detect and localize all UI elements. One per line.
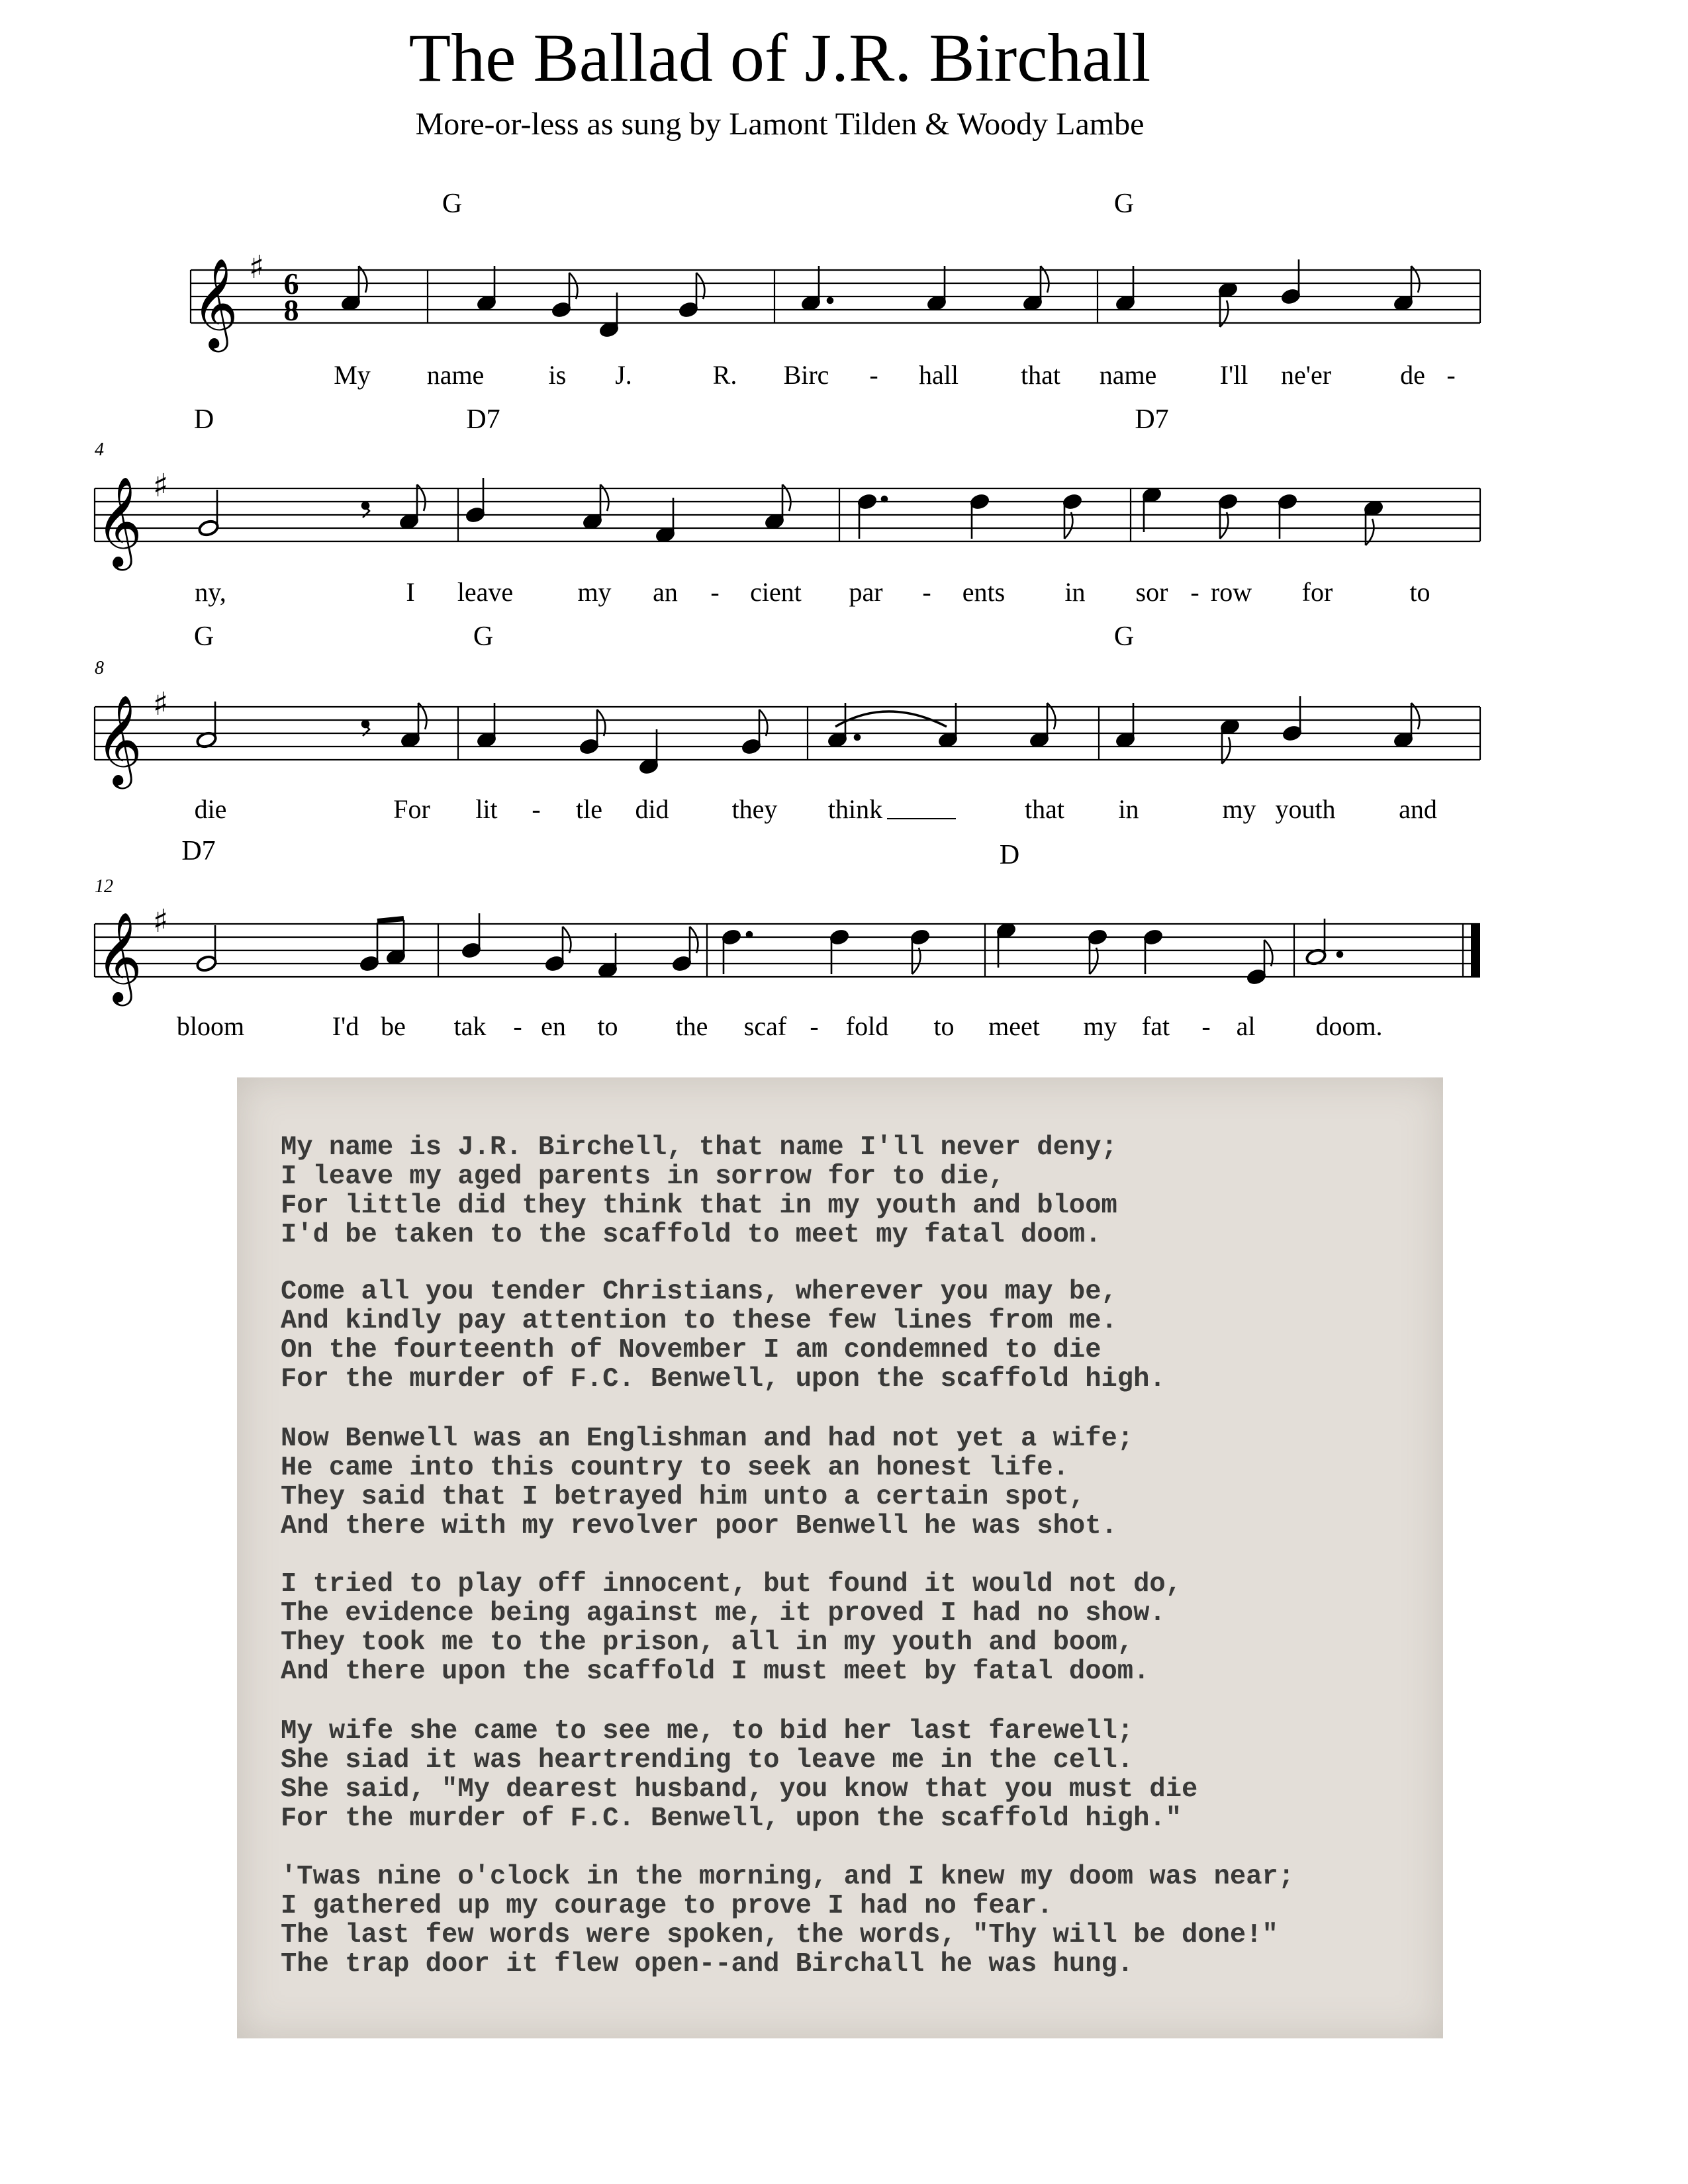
- lyric-syllable: J.: [615, 360, 632, 390]
- treble-clef-icon: 𝄞: [96, 475, 142, 567]
- lyric-line: She said, "My dearest husband, you know that you must die: [281, 1774, 1198, 1805]
- measure-number: 8: [95, 658, 104, 678]
- lyric-syllable: tle: [576, 794, 602, 824]
- lyric-syllable: name: [1099, 360, 1157, 390]
- svg-text:♯: ♯: [249, 249, 265, 286]
- staff-system-2: [0, 467, 1688, 602]
- lyric-syllable: bloom: [176, 1011, 245, 1041]
- chord-symbol: G: [1113, 621, 1135, 652]
- lyric-syllable: for: [1301, 577, 1333, 607]
- lyric-syllable: my: [1222, 794, 1256, 824]
- lyric-syllable: ne'er: [1280, 360, 1332, 390]
- chord-symbol: D7: [181, 836, 216, 866]
- lyric-syllable: ents: [962, 577, 1006, 607]
- lyric-line: He came into this country to seek an honest life.: [281, 1453, 1069, 1483]
- song-title: The Ballad of J.R. Birchall: [408, 20, 1151, 96]
- lyric-syllable: an: [653, 577, 678, 607]
- lyric-line: 'Twas nine o'clock in the morning, and I knew my doom was near;: [281, 1862, 1295, 1892]
- chord-symbol: G: [1113, 189, 1135, 219]
- treble-clef-icon: 𝄞: [96, 911, 142, 1002]
- svg-text:♯: ♯: [153, 467, 169, 504]
- lyric-syllable: in: [1064, 577, 1086, 607]
- lyric-line: I'd be taken to the scaffold to meet my fatal doom.: [281, 1220, 1102, 1250]
- lyric-hyphen: -: [869, 360, 878, 390]
- chord-symbol: G: [442, 189, 463, 219]
- lyric-line: My name is J.R. Birchell, that name I'll never deny;: [281, 1132, 1117, 1163]
- typewritten-lyrics-sheet: [237, 1077, 1443, 2038]
- stanza-5: [281, 1717, 1197, 1833]
- lyric-hyphen: -: [1446, 360, 1456, 390]
- lyric-line: The evidence being against me, it proved I had no show.: [281, 1598, 1166, 1629]
- lyric-syllable: they: [731, 794, 778, 824]
- lyric-syllable: meet: [988, 1011, 1040, 1041]
- lyric-syllable: sor: [1135, 577, 1168, 607]
- lyric-syllable: I'd: [332, 1011, 359, 1041]
- lyric-syllable: in: [1118, 794, 1139, 824]
- lyric-syllable: to: [597, 1011, 618, 1041]
- lyric-hyphen: -: [1190, 577, 1199, 607]
- song-subtitle: More-or-less as sung by Lamont Tilden & Woody Lambe: [415, 107, 1145, 142]
- chord-symbol: G: [473, 621, 494, 652]
- stanza-4: [281, 1570, 1182, 1686]
- lyric-syllable: and: [1399, 794, 1437, 824]
- svg-text:6: 6: [283, 267, 299, 300]
- stanza-2: [281, 1277, 1166, 1394]
- lyric-syllable: is: [548, 360, 567, 390]
- lyric-syllable: scaf: [743, 1011, 787, 1041]
- chord-symbol: D: [999, 840, 1020, 870]
- lyric-syllable: to: [1409, 577, 1430, 607]
- lyric-line: She siad it was heartrending to leave me in the cell.: [281, 1745, 1134, 1776]
- lyric-syllable: be: [381, 1011, 406, 1041]
- lyric-syllable: My: [334, 360, 371, 390]
- lyric-syllable: fold: [845, 1011, 889, 1041]
- lyric-line: For the murder of F.C. Benwell, upon the scaffold high.: [281, 1364, 1166, 1394]
- staff-system-1: [0, 251, 1688, 384]
- lyric-syllable: lit: [475, 794, 498, 824]
- lyric-syllable: For: [393, 794, 430, 824]
- lyric-syllable: my: [1083, 1011, 1117, 1041]
- lyric-syllable: doom.: [1315, 1011, 1383, 1041]
- lyric-syllable: ny,: [195, 577, 226, 607]
- lyric-syllable: par: [849, 577, 883, 607]
- stanza-1: [281, 1133, 1117, 1250]
- lyric-syllable: name: [426, 360, 485, 390]
- lyric-syllable: die: [194, 794, 227, 824]
- measure-number: 12: [95, 876, 113, 897]
- lyric-hyphen: -: [1201, 1011, 1211, 1041]
- lyric-syllable: row: [1210, 577, 1252, 607]
- stanza-3: [281, 1424, 1133, 1541]
- lyric-syllable: think: [827, 794, 883, 824]
- lyric-syllable: de: [1400, 360, 1425, 390]
- lyric-hyphen: -: [810, 1011, 819, 1041]
- lyric-syllable: that: [1025, 794, 1064, 824]
- lyric-line: And kindly pay attention to these few lines from me.: [281, 1306, 1117, 1336]
- svg-text:♯: ♯: [153, 686, 169, 723]
- lyric-syllable: fat: [1141, 1011, 1170, 1041]
- lyric-line: My wife she came to see me, to bid her last farewell;: [281, 1716, 1134, 1747]
- lyric-line: For the murder of F.C. Benwell, upon the scaffold high.": [281, 1803, 1182, 1834]
- treble-clef-icon: 𝄞: [192, 257, 238, 348]
- svg-text:♯: ♯: [153, 903, 169, 940]
- lyric-line: I tried to play off innocent, but found it would not do,: [281, 1569, 1182, 1600]
- chord-symbol: D: [193, 404, 214, 435]
- lyric-hyphen: -: [513, 1011, 522, 1041]
- lyric-syllable: tak: [453, 1011, 487, 1041]
- lyric-line: I leave my aged parents in sorrow for to die,: [281, 1161, 1005, 1192]
- lyric-hyphen: -: [532, 794, 541, 824]
- staff-system-4: [0, 905, 1688, 1038]
- treble-clef-icon: 𝄞: [96, 694, 142, 785]
- lyric-line: Come all you tender Christians, wherever you may be,: [281, 1277, 1117, 1307]
- lyric-line: They took me to the prison, all in my youth and boom,: [281, 1627, 1134, 1658]
- lyric-line: The trap door it flew open--and Birchall he was hung.: [281, 1949, 1134, 1979]
- lyric-syllable: that: [1021, 360, 1060, 390]
- lyric-hyphen: -: [922, 577, 931, 607]
- lyric-line: On the fourteenth of November I am condemned to die: [281, 1335, 1102, 1365]
- chord-symbol: D7: [466, 404, 500, 435]
- lyric-syllable: R.: [712, 360, 737, 390]
- lyric-syllable: cient: [750, 577, 802, 607]
- lyric-hyphen: -: [710, 577, 720, 607]
- lyric-syllable: hall: [919, 360, 959, 390]
- chord-symbol: D7: [1135, 404, 1169, 435]
- lyric-line: They said that I betrayed him unto a certain spot,: [281, 1482, 1086, 1512]
- lyric-line: Now Benwell was an Englishman and had not yet a wife;: [281, 1424, 1134, 1454]
- lyric-syllable: en: [541, 1011, 566, 1041]
- lyric-syllable: I'll: [1219, 360, 1248, 390]
- stanza-6: [281, 1862, 1294, 1979]
- lyric-line: For little did they think that in my youth and bloom: [281, 1191, 1117, 1221]
- lyric-line: And there with my revolver poor Benwell he was shot.: [281, 1511, 1117, 1541]
- lyric-syllable: the: [675, 1011, 708, 1041]
- lyric-syllable: al: [1236, 1011, 1256, 1041]
- svg-text:8: 8: [283, 293, 299, 327]
- lyric-line: I gathered up my courage to prove I had no fear.: [281, 1891, 1053, 1921]
- lyric-syllable: youth: [1275, 794, 1336, 824]
- lyric-syllable: did: [635, 794, 669, 824]
- lyric-syllable: I: [406, 577, 415, 607]
- lyric-syllable: my: [577, 577, 612, 607]
- lyric-line: The last few words were spoken, the words, "Thy will be done!": [281, 1920, 1278, 1950]
- lyric-line: And there upon the scaffold I must meet by fatal doom.: [281, 1657, 1150, 1687]
- lyric-syllable: Birc: [783, 360, 829, 390]
- lyric-syllable: to: [933, 1011, 955, 1041]
- melisma-extender-line: [887, 818, 956, 819]
- chord-symbol: G: [193, 621, 214, 652]
- lyric-syllable: leave: [457, 577, 514, 607]
- measure-number: 4: [95, 439, 104, 460]
